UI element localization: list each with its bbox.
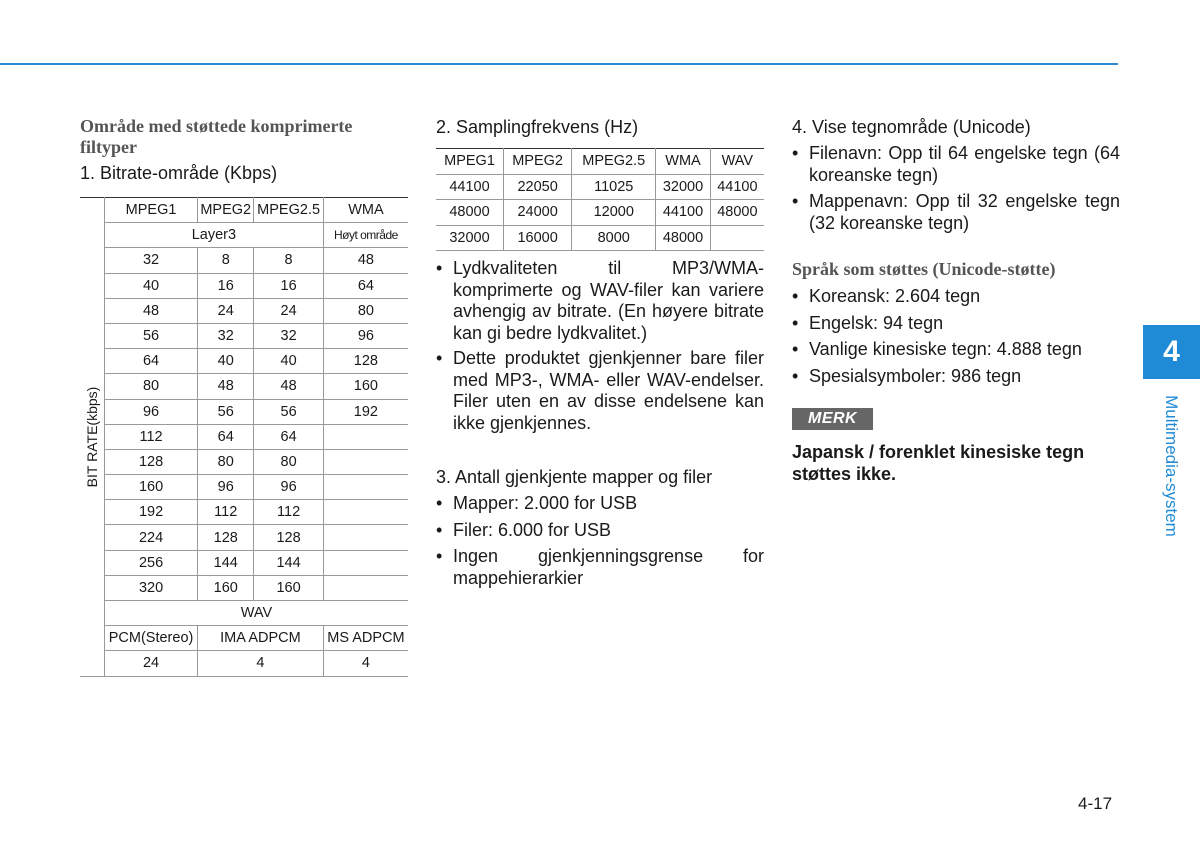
table-row	[80, 349, 408, 374]
table-cell: 96	[105, 399, 198, 424]
wma-subheader: Høyt område	[323, 223, 408, 248]
table-cell	[710, 225, 764, 251]
table-row	[80, 525, 408, 550]
list-item: • Engelsk: 94 tegn	[792, 313, 1120, 335]
table-cell: 24000	[504, 200, 572, 226]
table-cell: 96	[198, 475, 254, 500]
chars-title: 4. Vise tegnområde (Unicode)	[792, 117, 1031, 137]
chapter-tab: 4	[1143, 325, 1200, 379]
table-cell: 40	[198, 349, 254, 374]
table-row	[80, 298, 408, 323]
column-1	[80, 116, 410, 184]
header-cell: MPEG2	[198, 198, 254, 223]
table-cell: 48000	[710, 200, 764, 226]
languages-heading: Språk som støttes (Unicode-støtte)	[792, 259, 1056, 279]
table-cell: 48000	[436, 200, 504, 226]
table-row	[80, 550, 408, 575]
table-cell: 40	[105, 273, 198, 298]
bitrate-title: 1. Bitrate-område (Kbps)	[80, 163, 278, 183]
header-cell: MPEG1	[105, 198, 198, 223]
table-cell: 64	[254, 424, 323, 449]
table-cell: 8	[254, 248, 323, 273]
table-cell: 112	[105, 424, 198, 449]
page-number: 4-17	[1078, 794, 1113, 813]
bitrate-axis-label: BIT RATE(kbps)	[84, 386, 100, 488]
folders-title: 3. Antall gjenkjente mapper og filer	[436, 467, 713, 487]
table-cell	[323, 449, 408, 474]
table-row	[80, 424, 408, 449]
table-cell: 48	[198, 374, 254, 399]
table-cell: 160	[198, 575, 254, 600]
table-cell: 12000	[572, 200, 656, 226]
wav-value-cell: 4	[198, 651, 324, 676]
table-cell: 48	[105, 298, 198, 323]
table-cell: 224	[105, 525, 198, 550]
table-row	[80, 198, 408, 223]
table-row	[80, 601, 408, 626]
table-cell: 256	[105, 550, 198, 575]
table-row	[80, 273, 408, 298]
table-cell: 48	[254, 374, 323, 399]
header-cell: WMA	[323, 198, 408, 223]
table-cell	[323, 500, 408, 525]
table-cell: 48	[323, 248, 408, 273]
chapter-label: Multimedia-system	[1162, 395, 1181, 537]
list-item: • Filer: 6.000 for USB	[436, 520, 764, 542]
table-cell: 80	[323, 298, 408, 323]
wav-header-cell: IMA ADPCM	[198, 626, 324, 651]
table-row	[436, 225, 764, 251]
table-cell: 8000	[572, 225, 656, 251]
table-row	[80, 500, 408, 525]
table-cell: 128	[105, 449, 198, 474]
table-cell: 160	[105, 475, 198, 500]
vertical-label-cell	[80, 198, 105, 677]
note-text: Japansk / forenklet kinesiske tegn støttes ikke.	[792, 442, 1085, 484]
wav-header-cell: PCM(Stereo)	[105, 626, 198, 651]
table-row	[80, 651, 408, 676]
header-cell: WMA	[656, 149, 710, 175]
table-cell: 56	[105, 323, 198, 348]
list-item: • Lydkvaliteten til MP3/WMA-komprimerte og WAV-filer kan variere avhengig av bitrate. (En høyere bitrate kan gi bedre lydkvalitet.)	[436, 258, 764, 344]
section-heading: Område med støttede komprimerte filtyper	[80, 116, 353, 157]
column-2-text	[436, 258, 764, 589]
table-row	[436, 174, 764, 200]
wav-label: WAV	[105, 601, 409, 626]
table-cell: 44100	[710, 174, 764, 200]
top-rule	[0, 63, 1118, 65]
list-item: • Vanlige kinesiske tegn: 4.888 tegn	[792, 339, 1120, 361]
table-cell: 32000	[436, 225, 504, 251]
table-cell: 144	[254, 550, 323, 575]
table-cell	[323, 575, 408, 600]
table-cell: 112	[198, 500, 254, 525]
table-cell: 192	[105, 500, 198, 525]
table-row	[80, 323, 408, 348]
table-row	[436, 149, 764, 175]
table-cell: 40	[254, 349, 323, 374]
table-row	[80, 248, 408, 273]
table-cell: 8	[198, 248, 254, 273]
list-item: • Koreansk: 2.604 tegn	[792, 286, 1120, 308]
table-row	[80, 449, 408, 474]
table-cell: 80	[105, 374, 198, 399]
header-cell: MPEG2	[504, 149, 572, 175]
table-cell: 320	[105, 575, 198, 600]
table-cell: 144	[198, 550, 254, 575]
table-cell: 24	[198, 298, 254, 323]
table-cell: 56	[198, 399, 254, 424]
table-cell: 96	[323, 323, 408, 348]
sampling-table	[436, 148, 764, 251]
list-item: • Ingen gjenkjenningsgrense for mappehierarkier	[436, 546, 764, 589]
table-cell: 128	[323, 349, 408, 374]
table-cell: 32	[198, 323, 254, 348]
table-cell: 32	[105, 248, 198, 273]
wav-value-cell: 24	[105, 651, 198, 676]
header-cell: MPEG1	[436, 149, 504, 175]
list-item: • Dette produktet gjenkjenner bare filer med MP3-, WMA- eller WAV-endelser. Filer uten en av disse endelsene kan ikke gjenkjennes.	[436, 348, 764, 434]
table-cell: 32	[254, 323, 323, 348]
table-row	[80, 626, 408, 651]
sampling-title: 2. Samplingfrekvens (Hz)	[436, 117, 639, 137]
table-cell: 80	[254, 449, 323, 474]
column-2	[436, 116, 764, 138]
table-cell: 64	[198, 424, 254, 449]
table-cell: 22050	[504, 174, 572, 200]
bitrate-table	[80, 197, 408, 677]
table-cell: 48000	[656, 225, 710, 251]
table-cell: 192	[323, 399, 408, 424]
table-cell: 80	[198, 449, 254, 474]
column-3	[792, 116, 1120, 485]
table-cell: 96	[254, 475, 323, 500]
merk-label: MERK	[792, 408, 873, 430]
wav-value-cell: 4	[323, 651, 408, 676]
table-row	[80, 399, 408, 424]
table-cell: 24	[254, 298, 323, 323]
table-cell: 64	[323, 273, 408, 298]
table-cell: 16	[254, 273, 323, 298]
list-item: • Mapper: 2.000 for USB	[436, 493, 764, 515]
table-cell	[323, 424, 408, 449]
table-cell: 16000	[504, 225, 572, 251]
table-cell	[323, 525, 408, 550]
table-cell: 32000	[656, 174, 710, 200]
table-cell: 160	[254, 575, 323, 600]
table-row	[80, 374, 408, 399]
table-cell: 160	[323, 374, 408, 399]
table-row	[80, 223, 408, 248]
table-cell: 44100	[436, 174, 504, 200]
table-cell: 128	[198, 525, 254, 550]
wav-header-cell: MS ADPCM	[323, 626, 408, 651]
list-item: • Spesialsymboler: 986 tegn	[792, 366, 1120, 388]
table-cell: 16	[198, 273, 254, 298]
header-cell: WAV	[710, 149, 764, 175]
table-cell: 64	[105, 349, 198, 374]
table-row	[80, 575, 408, 600]
table-cell: 56	[254, 399, 323, 424]
table-row	[436, 200, 764, 226]
table-row	[80, 475, 408, 500]
table-cell: 128	[254, 525, 323, 550]
list-item: • Filenavn: Opp til 64 engelske tegn (64 koreanske tegn)	[792, 143, 1120, 186]
table-cell: 112	[254, 500, 323, 525]
header-cell: MPEG2.5	[254, 198, 323, 223]
header-cell: MPEG2.5	[572, 149, 656, 175]
table-cell: 11025	[572, 174, 656, 200]
table-cell	[323, 550, 408, 575]
table-cell: 44100	[656, 200, 710, 226]
table-cell	[323, 475, 408, 500]
list-item: • Mappenavn: Opp til 32 engelske tegn (32 koreanske tegn)	[792, 191, 1120, 234]
layer-label: Layer3	[105, 223, 324, 248]
